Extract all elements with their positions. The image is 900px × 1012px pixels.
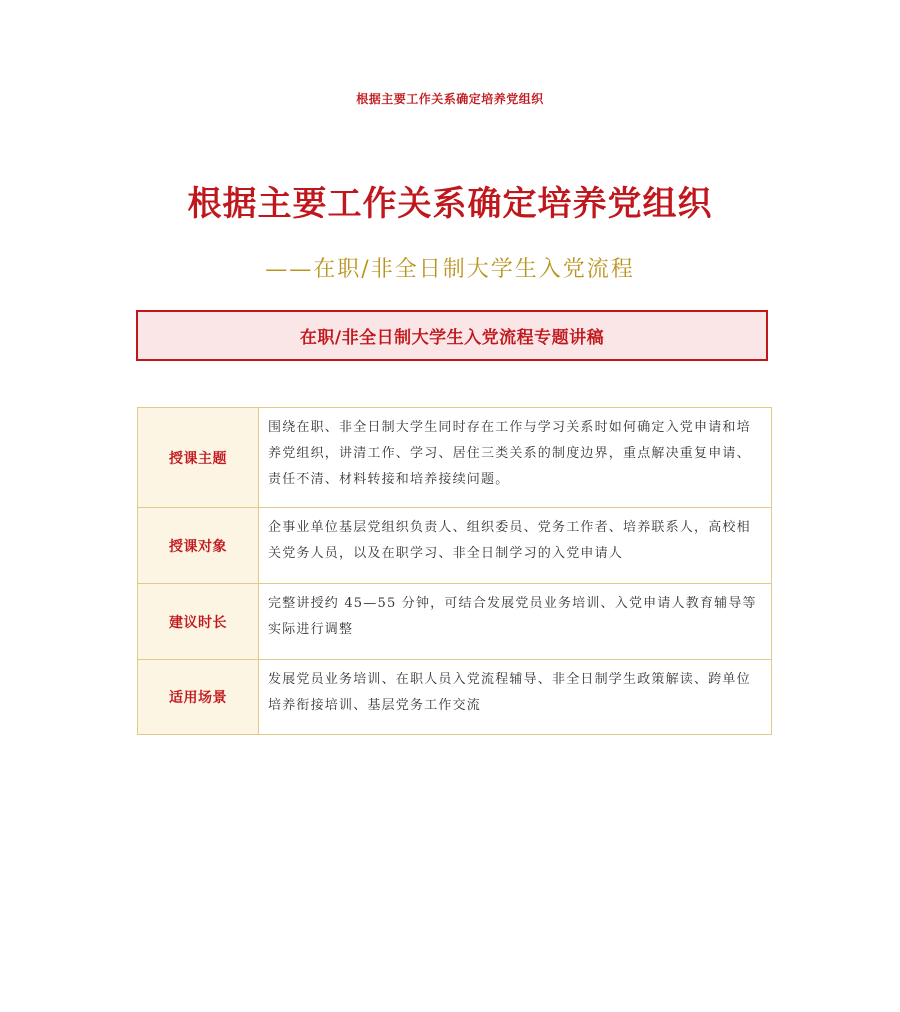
- table-value-topic: 围绕在职、非全日制大学生同时存在工作与学习关系时如何确定入党申请和培养党组织，讲清工作、学习、居住三类关系的制度边界，重点解决重复申请、责任不清、材料转接和培养接续问题。: [259, 408, 772, 508]
- topic-banner: [136, 310, 768, 361]
- table-row-topic: [138, 408, 772, 508]
- table-row-duration: [138, 584, 772, 660]
- table-value-scenarios: 发展党员业务培训、在职人员入党流程辅导、非全日制学生政策解读、跨单位培养衔接培训、基层党务工作交流: [259, 660, 772, 735]
- table-row-scenarios: [138, 660, 772, 735]
- table-label-scenarios: 适用场景: [138, 660, 259, 735]
- table-value-audience: 企事业单位基层党组织负责人、组织委员、党务工作者、培养联系人，高校相关党务人员，以及在职学习、非全日制学习的入党申请人: [259, 508, 772, 584]
- table-label-audience: 授课对象: [138, 508, 259, 584]
- running-header: 根据主要工作关系确定培养党组织: [356, 92, 544, 106]
- topic-banner-text: 在职/非全日制大学生入党流程专题讲稿: [299, 328, 605, 348]
- page-title: 根据主要工作关系确定培养党组织: [187, 184, 713, 224]
- course-info-table: [137, 407, 772, 735]
- table-label-topic: 授课主题: [138, 408, 259, 508]
- table-value-duration: 完整讲授约 45—55 分钟，可结合发展党员业务培训、入党申请人教育辅导等实际进行调整: [259, 584, 772, 660]
- page-subtitle: ——在职/非全日制大学生入党流程: [265, 257, 635, 282]
- table-label-duration: 建议时长: [138, 584, 259, 660]
- table-row-audience: [138, 508, 772, 584]
